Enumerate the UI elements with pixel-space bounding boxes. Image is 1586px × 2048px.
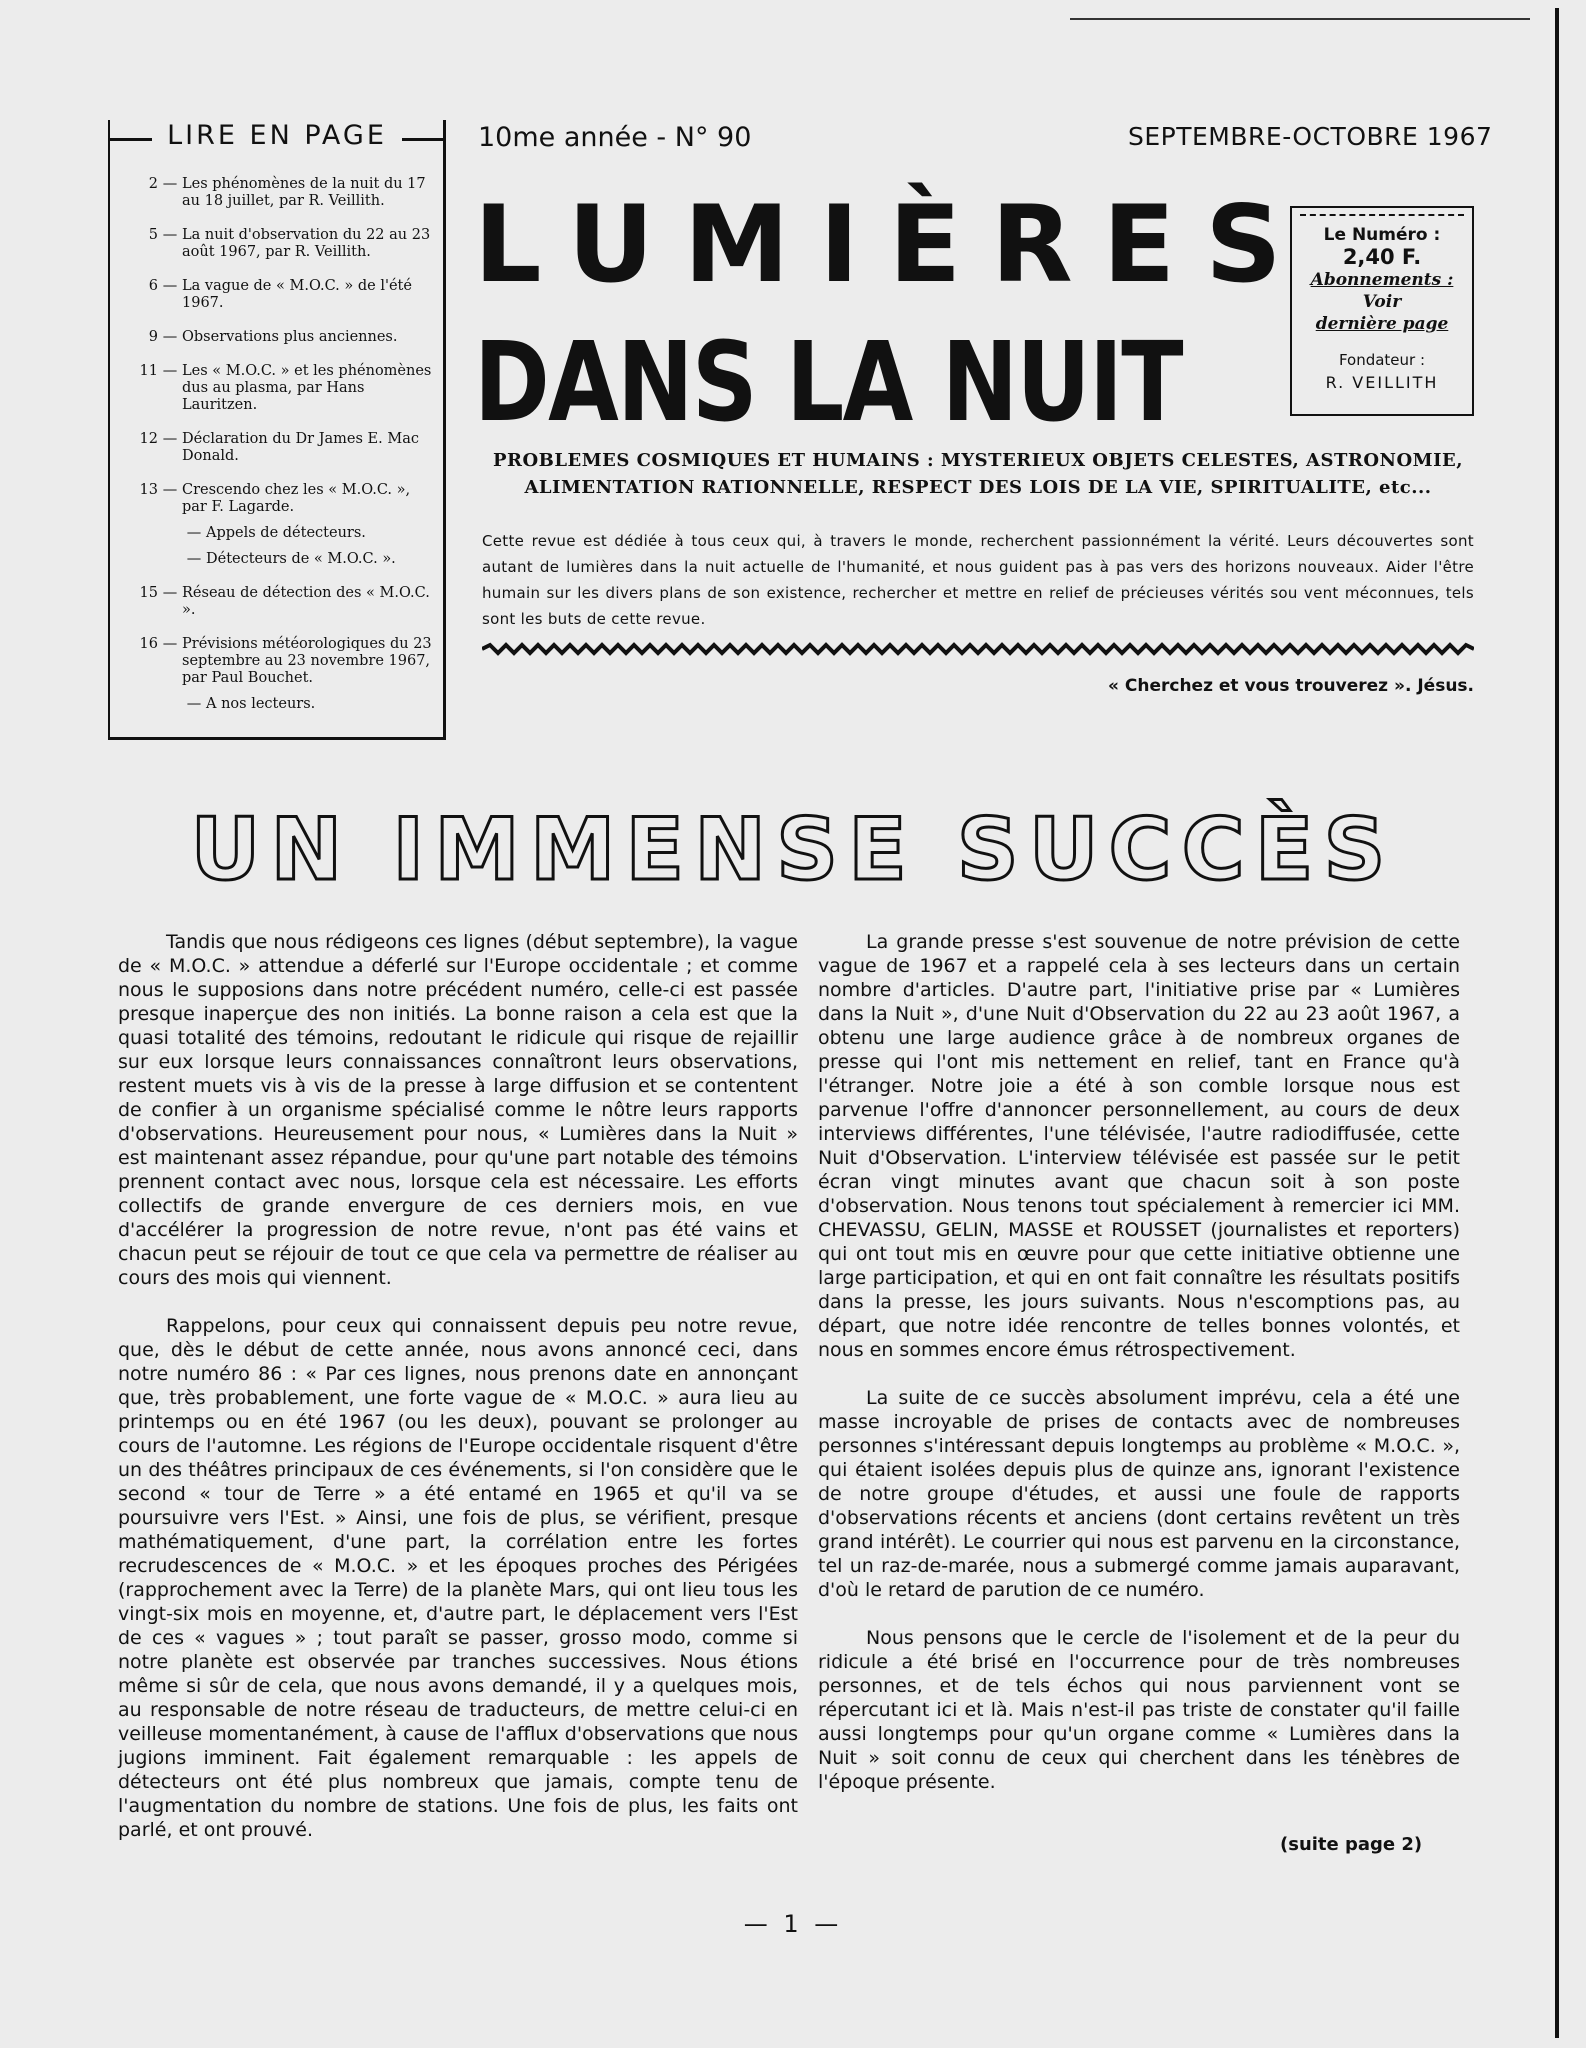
headline: UN IMMENSE SUCCÈS bbox=[190, 800, 1396, 900]
toc-item: 15 — Réseau de détection des « M.O.C. ». bbox=[139, 585, 430, 618]
article-paragraph: La suite de ce succès absolument imprévu, cela a été une masse incroyable de prises de contacts avec de nombreuses personnes s'intéressant depuis longtemps au problème « M.O.C. », qui étaient isolées depuis plus de quinze ans, ignorant l'existence de notre groupe d'études, et aussi une foule de rapports d'observations récents et anciens (dont certains revêtent un très grand intérêt). Le courrier qui nous est parvenu en la circonstance, tel un raz-de-marée, nous a submergé comme jamais auparavant, d'où le retard de parution de ce numéro. bbox=[818, 1387, 1460, 1601]
toc-item: 6 — La vague de « M.O.C. » de l'été 1967. bbox=[148, 278, 412, 311]
toc-item: 2 — Les phénomènes de la nuit du 17 au 18 juillet, par R. Veillith. bbox=[148, 176, 426, 209]
article-paragraph: La grande presse s'est souvenue de notre prévision de cette vague de 1967 et a rappelé cela à ses lecteurs dans un certain nombre d'articles. D'autre part, l'initiative prise par « Lumières dans la Nuit », d'une Nuit d'Observation du 22 au 23 août 1967, a obtenu une large audience grâce à de nombreux organes de presse qui l'ont mis nettement en relief, tant en France qu'à l'étranger. Notre joie a été à son comble lorsque nous est parvenue l'offre d'annoncer personnellement, au cours de deux interviews différentes, l'une télévisée, l'autre radiodiffusée, cette Nuit d'Observation. L'interview télévisée est passée sur le petit écran vingt minutes avant que chacun soit à son poste d'observation. Nous tenons tout spécialement à remercier ici MM. CHEVASSU, GELIN, MASSE et ROUSSET (journalistes et reporters) qui ont tout mis en œuvre pour que cette initiative obtienne une large participation, et qui en ont fait connaître les résultats positifs dans la presse, les jours suivants. Nous n'escomptions pas, au départ, que notre idée rencontre de telles bonnes volontés, et nous en sommes encore émus rétrospectivement. bbox=[818, 931, 1460, 1361]
article-column-right bbox=[818, 930, 1460, 1818]
motto: « Cherchez et vous trouverez ». Jésus. bbox=[1107, 676, 1474, 696]
price-box bbox=[1290, 206, 1474, 416]
article-paragraph: Rappelons, pour ceux qui connaissent depuis peu notre revue, que, dès le début de cette année, nous avons annoncé ceci, dans notre numéro 86 : « Par ces lignes, nous prenons date en annonçant que, très probablement, une forte vague de « M.O.C. » aura lieu au printemps ou en été 1967 (ou les deux), pouvant se prolonger au cours de l'automne. Les régions de l'Europe occidentale risquent d'être un des théâtres principaux de ces événements, si l'on considère que le second « tour de Terre » a été entamé en 1965 et qu'il va se poursuivre vers l'Est. » Ainsi, une fois de plus, se vérifient, presque mathématiquement, d'une part, la corrélation entre les fortes recrudescences de « M.O.C. » et les époques proches des Périgées (rapprochement avec la Terre) de la planète Mars, qui ont lieu tous les vingt-six mois en moyenne, et, d'autre part, le déplacement vers l'Est de ces « vagues » ; tout paraît se passer, grosso modo, comme si notre planète est observée par tranches successives. Nous étions même si sûr de cela, que nous avons demandé, il y a quelques mois, au responsable de notre réseau de traducteurs, de mettre celui-ci en veilleuse momentanément, à cause de l'afflux d'observations que nous jugions imminent. Fait également remarquable : les appels de détecteurs ont été plus nombreux que jamais, compte tenu de l'augmentation du nombre de stations. Une fois de plus, les faits ont parlé, et ont prouvé. bbox=[118, 1315, 798, 1841]
article-paragraph: Nous pensons que le cercle de l'isolement et de la peur du ridicule a été brisé en l'occurrence pour de très nombreuses personnes, et de tels échos qui nous parviennent vont se répercutant ici et là. Mais n'est-il pas triste de constater qu'il faille aussi longtemps pour qu'un organe comme « Lumières dans la Nuit » soit connu de ceux qui cherchent dans les ténèbres de l'époque présente. bbox=[818, 1627, 1460, 1793]
toc-item: 9 — Observations plus anciennes. bbox=[148, 329, 398, 345]
toc-item: 13 — Crescendo chez les « M.O.C. », par F. Lagarde. bbox=[139, 482, 411, 515]
masthead-line2: DANS LA NUIT bbox=[474, 318, 1182, 446]
toc-item: 12 — Déclaration du Dr James E. Mac Donald. bbox=[139, 431, 419, 464]
toc-item: 5 — La nuit d'observation du 22 au 23 août 1967, par R. Veillith. bbox=[148, 227, 431, 260]
toc-subitem: — Appels de détecteurs. bbox=[186, 525, 366, 541]
toc-box bbox=[108, 120, 446, 740]
masthead-line1: LUMIÈRES bbox=[474, 183, 1312, 306]
top-rule bbox=[1070, 18, 1530, 20]
topics-banner: PROBLEMES COSMIQUES ET HUMAINS : MYSTERIEUX OBJETS CELESTES, ASTRONOMIE, ALIMENTATION RATIONNELLE, RESPECT DES LOIS DE LA VIE, SPIRITUALITE, etc... bbox=[492, 450, 1463, 498]
mission-statement: Cette revue est dédiée à tous ceux qui, à travers le monde, recherchent passionnément la vérité. Leurs découvertes sont autant de lumières dans la nuit actuelle de l'humanité, et nous guident pas à pas vers des horizons nouveaux. Aider l'être humain sur les divers plans de son existence, rechercher et mettre en relief de précieuses vérités sou vent méconnues, tels sont les buts de cette revue. bbox=[482, 532, 1474, 628]
toc-list bbox=[132, 176, 437, 730]
page-edge bbox=[1555, 8, 1559, 2038]
toc-item: 16 — Prévisions météorologiques du 23 septembre au 23 novembre 1967, par Paul Bouchet. bbox=[139, 636, 432, 686]
issue-date: SEPTEMBRE-OCTOBRE 1967 bbox=[1128, 122, 1493, 151]
price-line: Le Numéro : 2,40 F. bbox=[1323, 225, 1441, 269]
toc-item: 11 — Les « M.O.C. » et les phénomènes dus au plasma, par Hans Lauritzen. bbox=[139, 363, 432, 413]
zigzag-divider bbox=[482, 642, 1474, 656]
issue-number: 10me année - N° 90 bbox=[478, 122, 752, 153]
founder-label: Fondateur : bbox=[1338, 351, 1426, 369]
founder-name: R. VEILLITH bbox=[1325, 373, 1439, 392]
continued-note: (suite page 2) bbox=[1280, 1834, 1423, 1855]
subscription-note: Abonnements : Voir dernière page bbox=[1310, 270, 1454, 334]
article-column-left bbox=[118, 930, 798, 1866]
toc-title: LIRE EN PAGE bbox=[108, 120, 446, 151]
toc-subitem: — A nos lecteurs. bbox=[186, 696, 316, 712]
toc-subitem: — Détecteurs de « M.O.C. ». bbox=[186, 551, 396, 567]
article-paragraph: Tandis que nous rédigeons ces lignes (début septembre), la vague de « M.O.C. » attendue a déferlé sur l'Europe occidentale ; et comme nous le supposions dans notre précédent numéro, celle-ci est passée presque inaperçue des non initiés. La bonne raison a cela est que la quasi totalité des témoins, redoutant le ridicule qui risque de rejaillir sur eux lorsque leurs connaissances connaîtront leurs observations, restent muets vis à vis de la presse à large diffusion et se contentent de confier à un organisme spécialisé comme le nôtre leurs rapports d'observations. Heureusement pour nous, « Lumières dans la Nuit » est maintenant assez répandue, pour qu'une part notable des témoins prennent contact avec nous, lorsque cela est nécessaire. Les efforts collectifs de grande envergure de ces derniers mois, en vue d'accélérer la progression de notre revue, n'ont pas été vains et chacun peut se réjouir de tout ce que cela va permettre de réaliser au cours des mois qui viennent. bbox=[118, 931, 798, 1289]
page-number: — 1 — bbox=[743, 1910, 843, 1938]
